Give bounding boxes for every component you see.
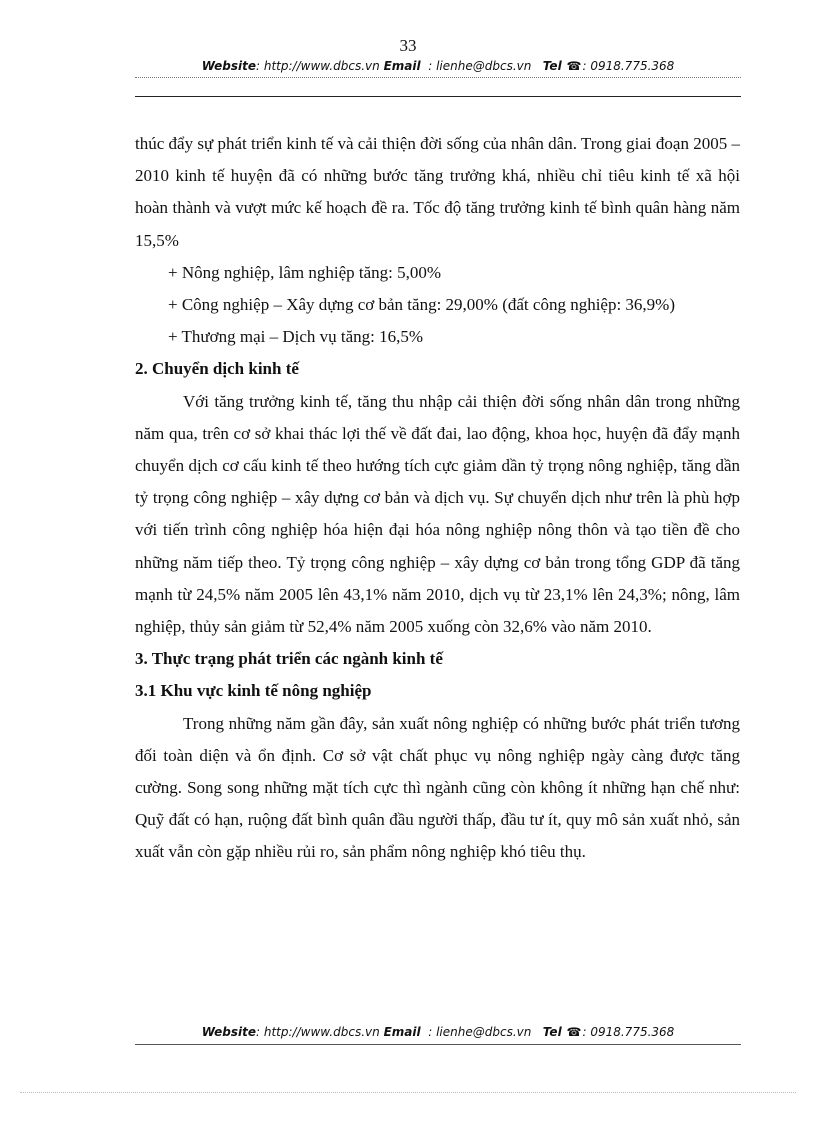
page-number: 33 xyxy=(399,36,417,55)
page-footer xyxy=(135,1025,741,1039)
heading-agriculture-sector: 3.1 Khu vực kinh tế nông nghiệp xyxy=(135,681,372,701)
heading-sector-status: 3. Thực trạng phát triển các ngành kinh tế xyxy=(135,649,443,669)
bullet-industry: + Công nghiệp – Xây dựng cơ bản tăng: 29,00% (đất công nghiệp: 36,9%) xyxy=(168,295,676,315)
footer-tel-label: Tel xyxy=(542,1025,562,1039)
footer-email-value: : lienhe@dbcs.vn xyxy=(428,1025,532,1039)
header-divider xyxy=(135,96,741,97)
heading-economic-shift: 2. Chuyển dịch kinh tế xyxy=(135,359,299,379)
footer-website-label: Website xyxy=(201,1025,257,1039)
header-email-value: : lienhe@dbcs.vn xyxy=(428,59,532,73)
bullet-agriculture: + Nông nghiệp, lâm nghiệp tăng: 5,00% xyxy=(168,262,442,282)
header-tel-value: : 0918.775.368 xyxy=(582,59,675,73)
header-email-label: Email xyxy=(383,59,421,73)
page-header xyxy=(135,59,741,73)
paragraph-agriculture: Trong những năm gần đây, sản xuất nông nghiệp có những bước phát triển tương đối toàn diện và ổn định. Cơ sở vật chất phục vụ nông nghiệp ngày càng được tăng cường. Song song những mặt tích cực thì ngành cũng còn không ít những hạn chế như: Quỹ đất có hạn, ruộng đất bình quân đầu người thấp, đầu tư ít, quy mô sản xuất nhỏ, sản xuất vẫn còn gặp nhiều rủi ro, sản phẩm nông nghiệp khó tiêu thụ. xyxy=(135,713,740,862)
paragraph-growth: thúc đẩy sự phát triển kinh tế và cải thiện đời sống của nhân dân. Trong giai đoạn 2005 – 2010 kinh tế huyện đã có những bước tăng trưởng khá, nhiều chỉ tiêu kinh tế xã hội hoàn thành và vượt mức kế hoạch đề ra. Tốc độ tăng trưởng kinh tế bình quân hàng năm 15,5% xyxy=(135,134,740,250)
header-tel-label: Tel xyxy=(542,59,562,73)
header-website-value: : http://www.dbcs.vn xyxy=(256,59,380,73)
footer-email-label: Email xyxy=(383,1025,421,1039)
document-body xyxy=(135,128,740,869)
footer-tel-value: : 0918.775.368 xyxy=(582,1025,675,1039)
phone-icon: ☎ xyxy=(566,59,582,73)
bullet-trade: + Thương mại – Dịch vụ tăng: 16,5% xyxy=(168,327,424,347)
header-website-label: Website xyxy=(201,59,257,73)
header-divider-dotted xyxy=(135,77,741,78)
footer-website-value: : http://www.dbcs.vn xyxy=(256,1025,380,1039)
paragraph-economic-shift: Với tăng trưởng kinh tế, tăng thu nhập cải thiện đời sống nhân dân trong những năm qua, trên cơ sở khai thác lợi thế về đất đai, lao động, khoa học, huyện đã đẩy mạnh chuyển dịch cơ cấu kinh tế theo hướng tích cực giảm dần tỷ trọng nông nghiệp, tăng dần tỷ trọng công nghiệp – xây dựng cơ bản và dịch vụ. Sự chuyển dịch như trên là phù hợp với tiến trình công nghiệp hóa hiện đại hóa nông nghiệp nông thôn và tạo tiền đề cho những năm tiếp theo. Tỷ trọng công nghiệp – xây dựng cơ bản trong tổng GDP đã tăng mạnh từ 24,5% năm 2005 lên 43,1% năm 2010, dịch vụ từ 23,1% lên 24,3%; nông, lâm nghiệp, thủy sản giảm từ 52,4% năm 2005 xuống còn 32,6% vào năm 2010. xyxy=(135,391,740,637)
footer-divider xyxy=(135,1044,741,1045)
page-edge xyxy=(20,1092,796,1093)
phone-icon: ☎ xyxy=(566,1025,582,1039)
